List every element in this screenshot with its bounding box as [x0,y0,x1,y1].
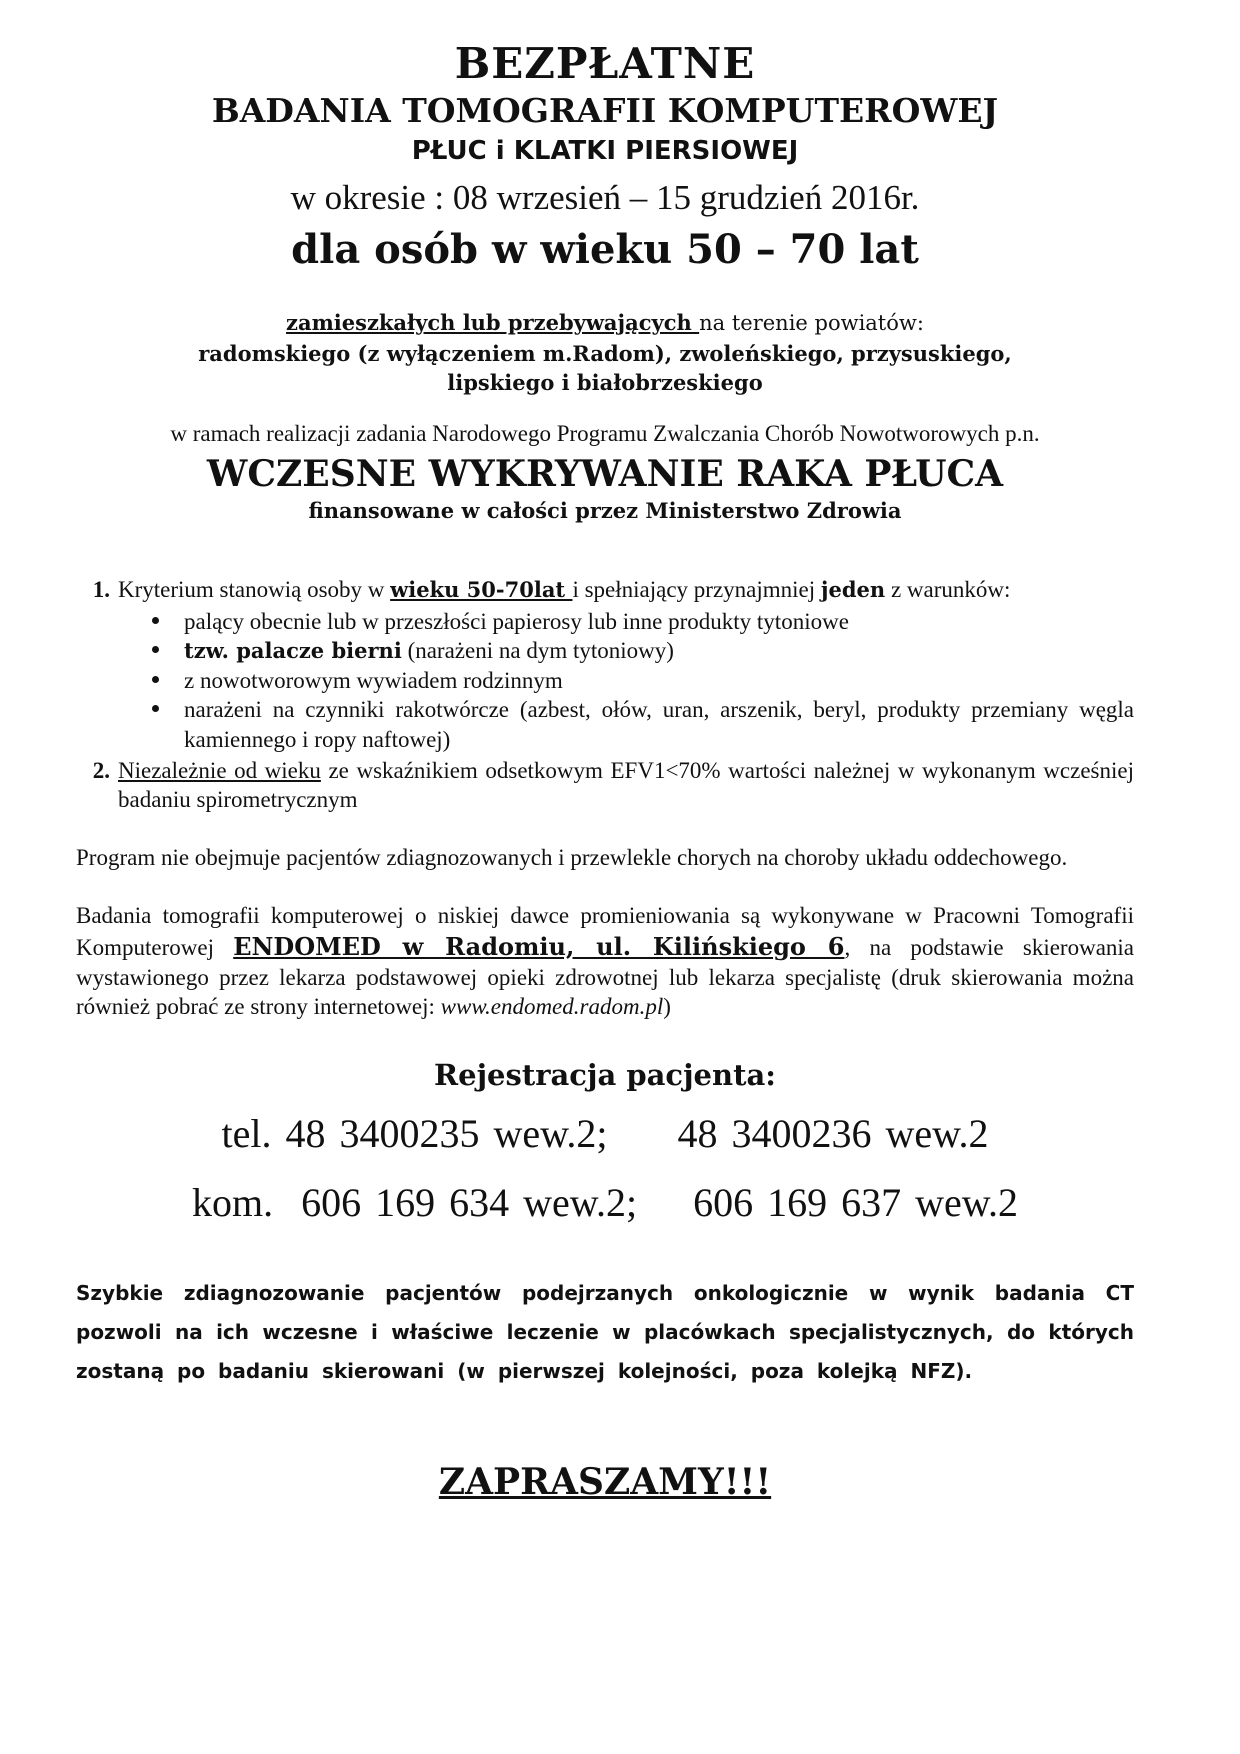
list-item [148,607,1134,636]
criterion-number: 1. [92,577,110,603]
bullet-icon [152,676,159,683]
info-text: , na podstawie skierowania wystawionego przez lekarza podstawowej opieki zdrowotnej lub lekarza specjalistę (druk skierowania można również pobrać ze strony internetowej: [76,934,1135,1020]
condition-list [118,607,1134,754]
program-funding: finansowane w całości przez Ministerstwo Zdrowia [308,498,902,524]
criterion-underlined: Niezależnie od wieku [118,758,321,784]
period: w okresie : 08 wrzesień – 15 grudzień 2016r. [290,177,920,217]
criterion-body [118,575,1134,754]
info-text: Badania tomografii komputerowej o niskiej dawce promieniowania są wykonywane w Pracowni Tomografii Komputerowej [76,902,1134,960]
registration-title: Rejestracja pacjenta: [434,1058,776,1093]
residents-line3: lipskiego i białobrzeskiego [447,369,763,395]
list-item [148,666,1134,695]
criterion-1 [76,575,1134,754]
residents-rest: na terenie powiatów: [699,311,924,336]
criterion-text: z warunków: [885,577,1011,603]
criterion-2 [76,756,1134,815]
criterion-text: Kryterium stanowią osoby w [118,577,391,603]
info-paragraph [76,901,1134,1023]
criteria-list [76,575,1134,815]
program-name: WCZESNE WYKRYWANIE RAKA PŁUCA [206,453,1004,496]
condition-text: palący obecnie lub w przeszłości papierosy lub inne produkty tytoniowe [184,608,849,634]
header-block [76,40,1134,276]
residents-line2: radomskiego (z wyłączeniem m.Radom), zwoleńskiego, przysuskiego, [198,340,1012,366]
invitation: ZAPRASZAMY!!! [438,1461,772,1504]
criterion-body [118,756,1134,815]
bullet-icon [152,617,159,624]
criterion-age: wieku 50-70lat [390,577,573,603]
closing-paragraph: Szybkie zdiagnozowanie pacjentów podejrzanych onkologicznie w wynik badania CT pozwoli na ich wczesne i właściwe leczenie w placówkach specjalistycznych, do których zostaną po badaniu skierowani (w pierwszej kolejności, poza kolejką NFZ). [76,1281,1134,1384]
list-item [148,695,1134,754]
phone-mobile: kom. 606 169 634 wew.2; 606 169 637 wew.2 [191,1180,1019,1226]
clinic-address: ENDOMED w Radomiu, ul. Kilińskiego 6 [233,931,845,961]
list-item [148,636,1134,665]
criterion-text: ze wskaźnikiem odsetkowym EFV1<70% wartości należnej w wykonanym wcześniej badaniu spirometrycznym [118,758,1134,813]
residents-underlined: zamieszkałych lub przebywających [286,310,700,336]
info-text: ) [663,994,671,1020]
condition-text: (narażeni na dym tytoniowy) [401,638,674,664]
age-range: dla osób w wieku 50 – 70 lat [291,226,919,274]
title: BEZPŁATNE [454,39,756,88]
website-link[interactable]: www.endomed.radom.pl [440,994,664,1020]
condition-text: narażeni na czynniki rakotwórcze (azbest, ołów, uran, arszenik, beryl, produkty przemiany węgla kamiennego i ropy naftowej) [184,697,1134,752]
residents-block [76,308,1134,397]
criterion-one: jeden [820,577,886,603]
bullet-icon [152,646,159,653]
program-intro: w ramach realizacji zadania Narodowego Programu Zwalczania Chorób Nowotworowych p.n. [170,421,1040,447]
criterion-text: i spełniający przynajmniej [572,577,821,603]
condition-text: z nowotworowym wywiadem rodzinnym [184,667,563,693]
subtitle-organs: PŁUC i KLATKI PIERSIOWEJ [411,135,799,166]
exclusion-paragraph: Program nie obejmuje pacjentów zdiagnozowanych i przewlekle chorych na choroby układu oddechowego. [76,844,1068,870]
criterion-number: 2. [92,758,110,784]
residents-line1 [76,308,1134,338]
subtitle: BADANIA TOMOGRAFII KOMPUTEROWEJ [211,91,999,131]
phone-landline: tel. 48 3400235 wew.2; 48 3400236 wew.2 [221,1111,989,1157]
bullet-icon [152,705,159,712]
condition-bold: tzw. palacze bierni [184,638,402,664]
